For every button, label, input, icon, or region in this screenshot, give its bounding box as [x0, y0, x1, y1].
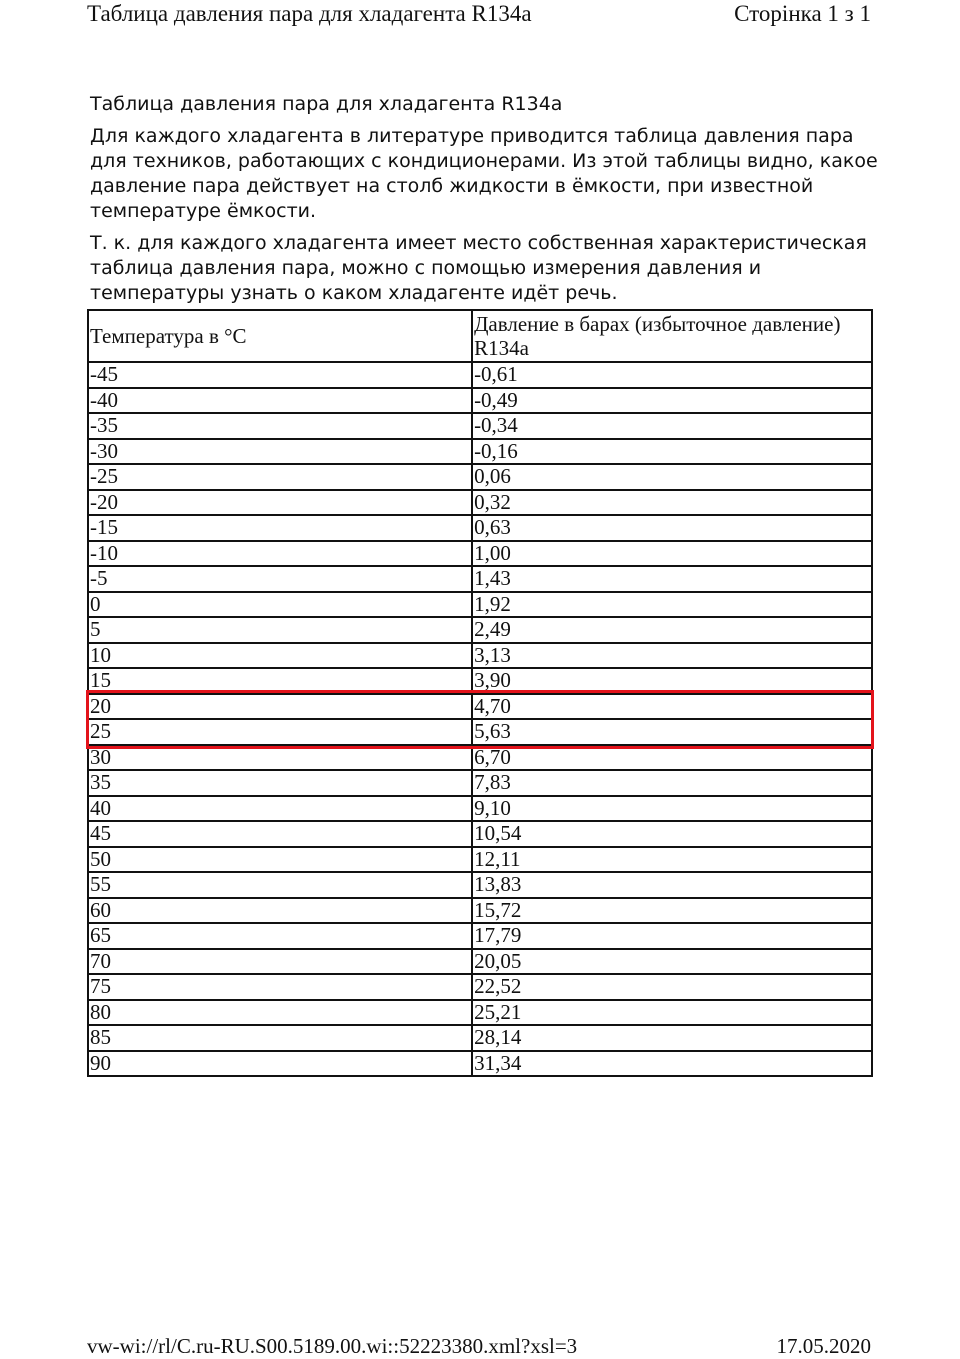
pressure-cell: -0,34: [472, 413, 872, 439]
header-title: Таблица давления пара для хладагента R134a: [87, 1, 532, 26]
table-row: [88, 821, 872, 847]
temperature-cell: 30: [88, 745, 472, 771]
table-row: [88, 541, 872, 567]
table-row: [88, 745, 872, 771]
temperature-cell: -45: [88, 362, 472, 388]
temperature-cell: 15: [88, 668, 472, 694]
table-row: [88, 592, 872, 618]
table-header-row: [88, 310, 872, 362]
column-header-temperature: Температура в °C: [88, 310, 472, 362]
table-row: [88, 974, 872, 1000]
table-row: [88, 464, 872, 490]
pressure-cell: 1,92: [472, 592, 872, 618]
pressure-cell: 4,70: [472, 694, 872, 720]
pressure-cell: 1,00: [472, 541, 872, 567]
table-row: [88, 439, 872, 465]
pressure-cell: 2,49: [472, 617, 872, 643]
method-paragraph: Т. к. для каждого хладагента имеет место собственная характеристическая таблица давления пара, можно с помощью измерения давления и температуры узнать о каком хладагенте идёт речь.: [90, 232, 867, 304]
temperature-cell: 75: [88, 974, 472, 1000]
table-row: [88, 719, 872, 745]
table-row: [88, 847, 872, 873]
table-row: [88, 566, 872, 592]
pressure-cell: 6,70: [472, 745, 872, 771]
temperature-cell: 35: [88, 770, 472, 796]
pressure-cell: 13,83: [472, 872, 872, 898]
temperature-cell: -10: [88, 541, 472, 567]
table-row: [88, 898, 872, 924]
intro-paragraph: Для каждого хладагента в литературе приводится таблица давления пара для техников, работающих с кондиционерами. Из этой таблицы видно, какое давление пара действует на столб жидкости в ёмкости, при известной температуре ёмкости.: [90, 125, 878, 222]
pressure-cell: 20,05: [472, 949, 872, 975]
pressure-cell: 0,63: [472, 515, 872, 541]
pressure-table: [87, 309, 873, 1077]
temperature-cell: 60: [88, 898, 472, 924]
pressure-cell: 17,79: [472, 923, 872, 949]
pressure-cell: -0,16: [472, 439, 872, 465]
pressure-cell: 31,34: [472, 1051, 872, 1077]
table-row: [88, 643, 872, 669]
temperature-cell: 40: [88, 796, 472, 822]
footer-url: vw-wi://rl/C.ru-RU.S00.5189.00.wi::52223380.xml?xsl=3: [87, 1334, 578, 1358]
table-row: [88, 949, 872, 975]
temperature-cell: -30: [88, 439, 472, 465]
pressure-cell: -0,61: [472, 362, 872, 388]
temperature-cell: 50: [88, 847, 472, 873]
pressure-cell: 28,14: [472, 1025, 872, 1051]
temperature-cell: 65: [88, 923, 472, 949]
table-row: [88, 694, 872, 720]
temperature-cell: 10: [88, 643, 472, 669]
temperature-cell: 85: [88, 1025, 472, 1051]
temperature-cell: 80: [88, 1000, 472, 1026]
pressure-cell: 3,90: [472, 668, 872, 694]
temperature-cell: -25: [88, 464, 472, 490]
pressure-cell: 15,72: [472, 898, 872, 924]
pressure-cell: 22,52: [472, 974, 872, 1000]
temperature-cell: 45: [88, 821, 472, 847]
table-row: [88, 770, 872, 796]
page-indicator: Сторінка 1 з 1: [734, 1, 871, 26]
table-row: [88, 617, 872, 643]
pressure-cell: 1,43: [472, 566, 872, 592]
temperature-cell: 5: [88, 617, 472, 643]
table-row: [88, 490, 872, 516]
pressure-cell: 25,21: [472, 1000, 872, 1026]
pressure-cell: -0,49: [472, 388, 872, 414]
pressure-cell: 12,11: [472, 847, 872, 873]
pressure-cell: 3,13: [472, 643, 872, 669]
column-header-pressure: Давление в барах (избыточное давление) R134a: [472, 310, 872, 362]
pressure-cell: 5,63: [472, 719, 872, 745]
temperature-cell: 70: [88, 949, 472, 975]
temperature-cell: -5: [88, 566, 472, 592]
table-row: [88, 413, 872, 439]
table-row: [88, 515, 872, 541]
table-row: [88, 796, 872, 822]
temperature-cell: 20: [88, 694, 472, 720]
temperature-cell: -40: [88, 388, 472, 414]
table-row: [88, 1051, 872, 1077]
document-heading: Таблица давления пара для хладагента R134a: [90, 93, 563, 115]
pressure-cell: 10,54: [472, 821, 872, 847]
pressure-cell: 0,32: [472, 490, 872, 516]
pressure-cell: 7,83: [472, 770, 872, 796]
table-row: [88, 668, 872, 694]
table-row: [88, 1000, 872, 1026]
temperature-cell: 90: [88, 1051, 472, 1077]
footer-date: 17.05.2020: [776, 1334, 871, 1358]
temperature-cell: -20: [88, 490, 472, 516]
table-row: [88, 923, 872, 949]
temperature-cell: 0: [88, 592, 472, 618]
table-row: [88, 362, 872, 388]
temperature-cell: 25: [88, 719, 472, 745]
temperature-cell: -15: [88, 515, 472, 541]
table-row: [88, 1025, 872, 1051]
temperature-cell: 55: [88, 872, 472, 898]
table-body: [88, 362, 872, 1076]
pressure-cell: 9,10: [472, 796, 872, 822]
table-row: [88, 872, 872, 898]
temperature-cell: -35: [88, 413, 472, 439]
pressure-cell: 0,06: [472, 464, 872, 490]
table-row: [88, 388, 872, 414]
